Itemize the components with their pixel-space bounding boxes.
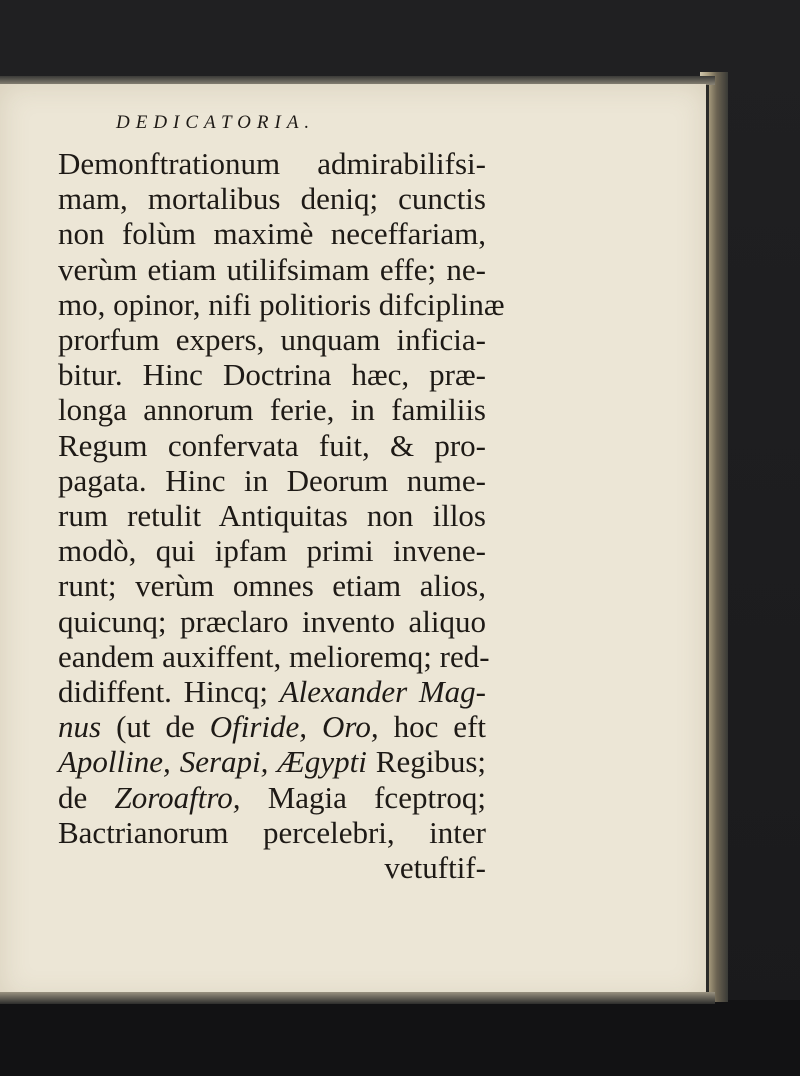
text-line-9: Regum confervata fuit, & pro-	[58, 427, 486, 463]
text-line-4: verùm etiam utilifsimam effe; ne-	[58, 251, 486, 287]
text-line-17	[58, 709, 486, 744]
page-bottom-edge	[0, 992, 715, 1004]
text-line-8: longa annorum ferie, in familiis	[58, 392, 486, 428]
text-line-1: Demonftrationum admirabilifsi-	[58, 146, 486, 181]
page-text-block	[58, 112, 658, 885]
text-line-11: rum retulit Antiquitas non illos	[58, 498, 486, 534]
catchword: vetuftif-	[384, 850, 486, 886]
text-roman: (ut de	[116, 709, 195, 745]
text-line-10: pagata. Hinc in Deorum nume-	[58, 462, 486, 498]
text-line-5: mo, opinor, nifi politioris difciplinæ	[58, 286, 505, 322]
text-line-12: modò, qui ipfam primi invene-	[58, 533, 486, 569]
text-line-6: prorfum expers, unquam inficia-	[58, 322, 486, 358]
text-line-20: Bactrianorum percelebri, inter	[58, 814, 486, 850]
text-roman: didiffent. Hincq;	[58, 674, 269, 710]
text-roman: de	[58, 779, 88, 815]
text-italic-name: nus	[58, 709, 102, 745]
text-line-7: bitur. Hinc Doctrina hæc, præ-	[58, 357, 486, 393]
text-line-13: runt; verùm omnes etiam alios,	[58, 568, 486, 604]
text-line-14: quicunq; præclaro invento aliquo	[58, 603, 486, 639]
text-italic-name: Alexander Mag-	[279, 674, 487, 710]
text-italic-name: Apolline, Serapi, Ægypti	[58, 744, 367, 780]
text-line-19	[58, 780, 486, 815]
text-line-16	[58, 674, 486, 709]
page-edge-shadow	[706, 80, 709, 995]
text-line-18	[58, 744, 486, 779]
text-italic-name: Zoroaftro,	[114, 779, 241, 815]
background-bottom	[0, 1000, 800, 1076]
text-roman: Regibus;	[375, 744, 486, 780]
text-roman: hoc eft	[393, 709, 486, 745]
text-line-2: mam, mortalibus deniq; cunctis	[58, 181, 486, 217]
text-line-3: non folùm maximè neceffariam,	[58, 216, 486, 252]
running-header: DEDICATORIA.	[116, 112, 316, 133]
text-line-15: eandem auxiffent, melioremq; red-	[58, 638, 490, 674]
text-roman: Magia fceptroq;	[267, 779, 487, 815]
text-italic-name: Ofiride, Oro,	[209, 709, 379, 745]
